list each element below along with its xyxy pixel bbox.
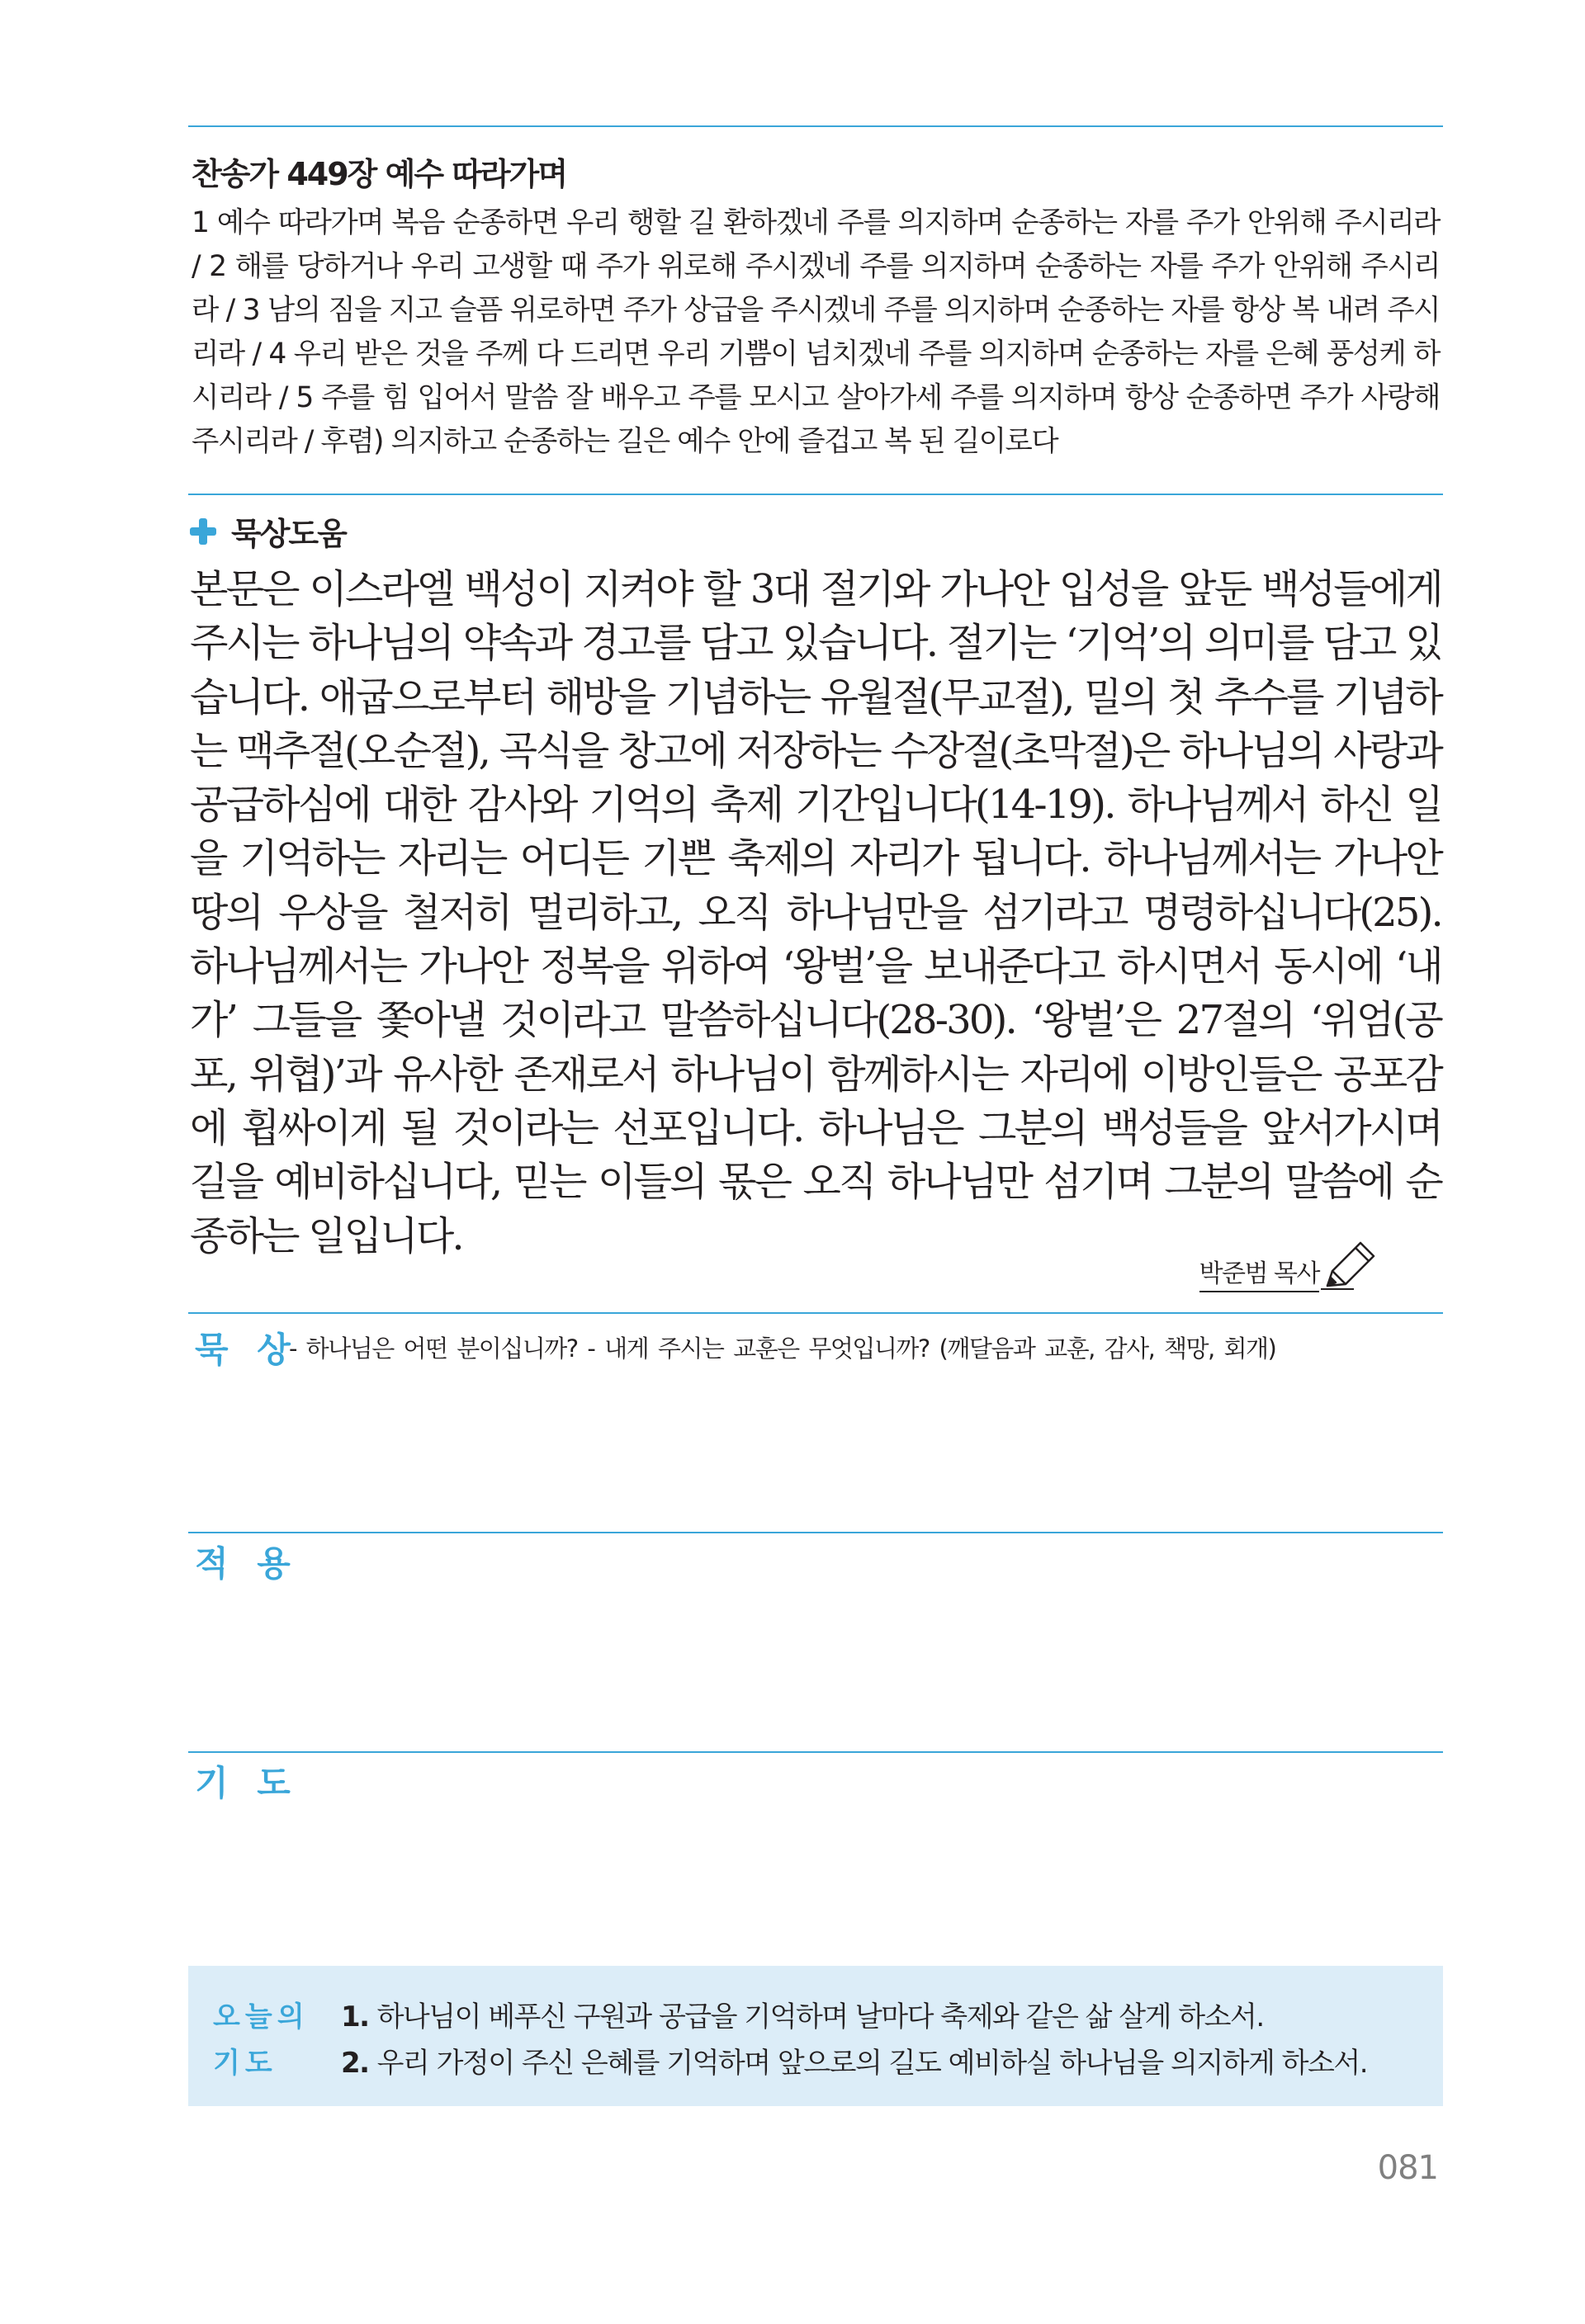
meditation-help-body: 본문은 이스라엘 백성이 지켜야 할 3대 절기와 가나안 입성을 앞둔 백성들에게 주시는 하나님의 약속과 경고를 담고 있습니다. 절기는 ‘기억’의 의미를 담고 있습니다. 애굽으로부터 해방을 기념하는 유월절(무교절), 밀의 첫 추수를 기념하는 맥추절(오순절), 곡식을 창고에 저장하는 수장절(초막절)은 하나님의 사랑과 공급하심에 대한 감사와 기억의 축제 기간입니다(14-19). 하나님께서 하신 일을 기억하는 자리는 어디든 기쁜 축제의 자리가 됩니다. 하나님께서는 가나안 땅의 우상을 철저히 멀리하고, 오직 하나님만을 섬기라고 명령하십니다(25). 하나님께서는 가나안 정복을 위하여 ‘왕벌’을 보내준다고 하시면서 동시에 ‘내가’ 그들을 쫓아낼 것이라고 말씀하십니다(28-30). ‘왕벌’은 27절의 ‘위엄(공포, 위협)’과 유사한 존재로서 하나님이 함께하시는 자리에 이방인들은 공포감에 휩싸이게 될 것이라는 선포입니다. 하나님은 그분의 백성들을 앞서가시며 길을 예비하십니다, 믿는 이들의 몫은 오직 하나님만 섬기며 그분의 말씀에 순종하는 일입니다. <box>190 566 1441 1259</box>
prayer-divider <box>188 1751 1443 1753</box>
meditation-help-heading <box>188 508 346 554</box>
hymn-divider <box>188 494 1443 495</box>
meditation-divider <box>188 1312 1443 1314</box>
hymn-title: 찬송가 449장 예수 따라가며 <box>192 156 567 192</box>
todays-prayer-label: 오늘의 기도 <box>213 2000 310 2080</box>
prayer-item: 1. 하나님이 베푸신 구원과 공급을 기억하며 날마다 축제와 같은 삶 살게 하소서. <box>341 2000 1264 2034</box>
meditation-questions: - 하나님은 어떤 분이십니까? - 내게 주시는 교훈은 무엇입니까? (깨달음과 교훈, 감사, 책망, 회개) <box>289 1334 1276 1363</box>
page-number: 081 <box>1377 2149 1438 2187</box>
prayer-item: 2. 우리 가정이 주신 은혜를 기억하며 앞으로의 길도 예비하실 하나님을 의지하게 하소서. <box>341 2047 1367 2080</box>
pencil-icon <box>1321 1238 1379 1292</box>
meditation-help-title: 묵상도움 <box>231 516 346 552</box>
author-signature <box>1199 1238 1379 1292</box>
application-divider <box>188 1532 1443 1533</box>
author-name: 박준범 목사 <box>1199 1253 1319 1292</box>
plus-icon <box>188 517 218 546</box>
todays-prayer-box <box>188 1966 1443 2106</box>
top-divider <box>188 125 1443 127</box>
prayer-label: 기 도 <box>195 1763 299 1803</box>
hymn-lyrics: 1 예수 따라가며 복음 순종하면 우리 행할 길 환하겠네 주를 의지하며 순종하는 자를 주가 안위해 주시리라 / 2 해를 당하거나 우리 고생할 때 주가 위로해 주시겠네 주를 의지하며 순종하는 자를 주가 안위해 주시리라 / 3 남의 짐을 지고 슬픔 위로하면 주가 상급을 주시겠네 주를 의지하며 순종하는 자를 항상 복 내려 주시리라 / 4 우리 받은 것을 주께 다 드리면 우리 기쁨이 넘치겠네 주를 의지하며 순종하는 자를 은혜 풍성케 하시리라 / 5 주를 힘 입어서 말씀 잘 배우고 주를 모시고 살아가세 주를 의지하며 항상 순종하면 주가 사랑해 주시리라 / 후렴) 의지하고 순종하는 길은 예수 안에 즐겁고 복 된 길이로다 <box>192 206 1440 458</box>
application-label: 적 용 <box>195 1543 299 1584</box>
meditation-label: 묵 상 <box>195 1330 299 1370</box>
todays-prayer-list <box>341 1994 1367 2086</box>
